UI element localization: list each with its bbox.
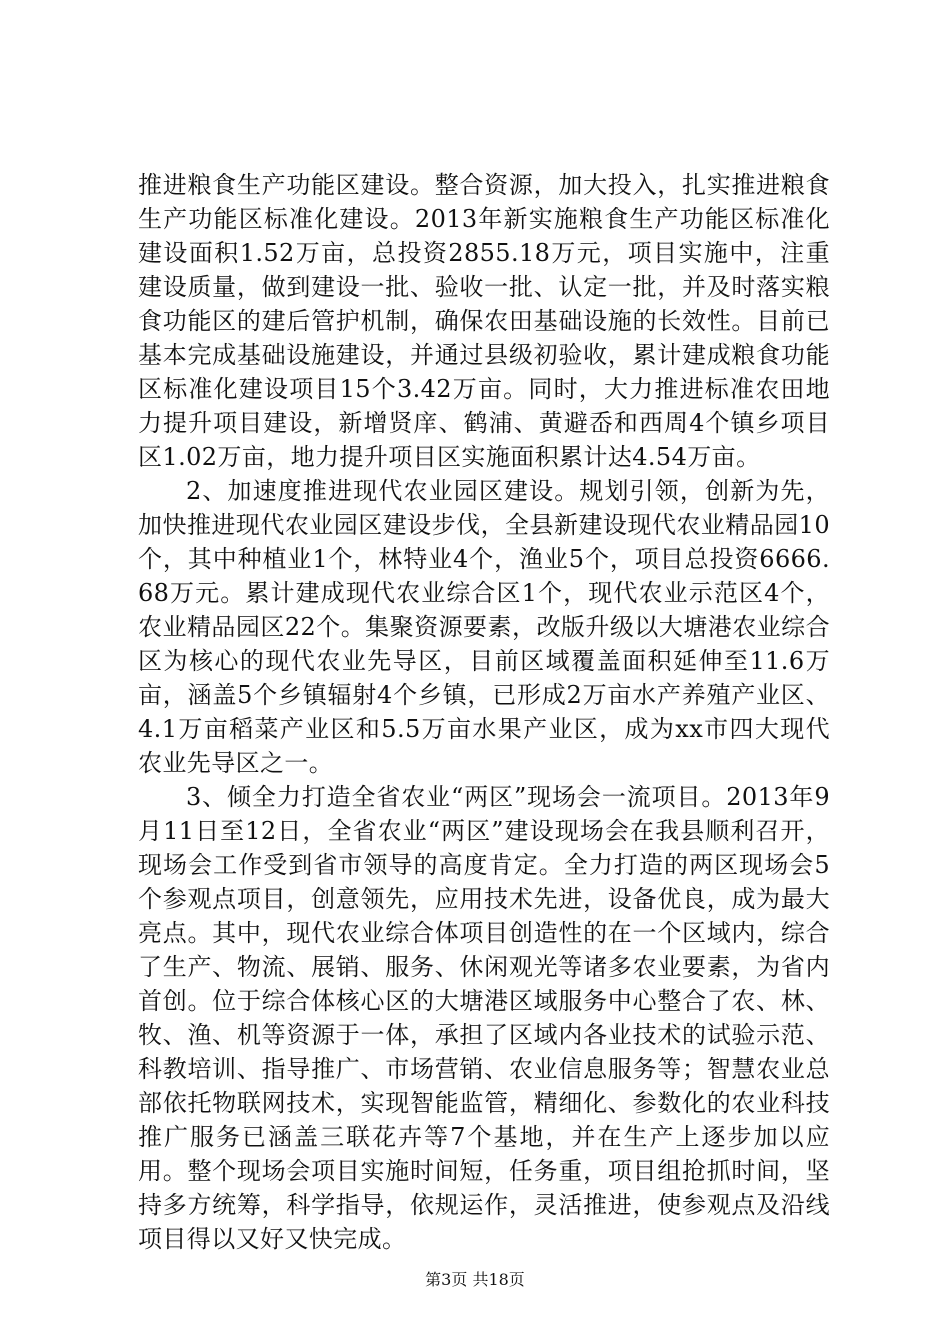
paragraph-agricultural-park: 2、加速度推进现代农业园区建设。规划引领，创新为先，加快推进现代农业园区建设步伐，全县新建设现代农业精品园10个，其中种植业1个，林特业4个，渔业5个，项目总投资6666.68万元。累计建成现代农业综合区1个，现代农业示范区4个，农业精品园区22个。集聚资源要素，改版升级以大塘港农业综合区为核心的现代农业先导区，目前区域覆盖面积延伸至11.6万亩，涵盖5个乡镇辐射4个乡镇，已形成2万亩水产养殖产业区、4.1万亩稻菜产业区和5.5万亩水果产业区，成为xx市四大现代农业先导区之一。 <box>138 477 830 777</box>
paragraph-grain-function-zone: 推进粮食生产功能区建设。整合资源，加大投入，扎实推进粮食生产功能区标准化建设。2013年新实施粮食生产功能区标准化建设面积1.52万亩，总投资2855.18万元，项目实施中，注重建设质量，做到建设一批、验收一批、认定一批，并及时落实粮食功能区的建后管护机制，确保农田基础设施的长效性。目前已基本完成基础设施建设，并通过县级初验收，累计建成粮食功能区标准化建设项目15个3.42万亩。同时，大力推进标准农田地力提升项目建设，新增贤庠、鹤浦、黄避岙和西周4个镇乡项目区1.02万亩，地力提升项目区实施面积累计达4.54万亩。 <box>138 171 830 471</box>
document-body <box>138 168 830 1256</box>
paragraph-provincial-meeting: 3、倾全力打造全省农业“两区”现场会一流项目。2013年9月11日至12日，全省农业“两区”建设现场会在我县顺利召开，现场会工作受到省市领导的高度肯定。全力打造的两区现场会5个参观点项目，创意领先，应用技术先进，设备优良，成为最大亮点。其中，现代农业综合体项目创造性的在一个区域内，综合了生产、物流、展销、服务、休闲观光等诸多农业要素，为省内首创。位于综合体核心区的大塘港区域服务中心整合了农、林、牧、渔、机等资源于一体，承担了区域内各业技术的试验示范、科教培训、指导推广、市场营销、农业信息服务等；智慧农业总部依托物联网技术，实现智能监管，精细化、参数化的农业科技推广服务已涵盖三联花卉等7个基地，并在生产上逐步加以应用。整个现场会项目实施时间短，任务重，项目组抢抓时间，坚持多方统筹，科学指导，依规运作，灵活推进，使参观点及沿线项目得以又好又快完成。 <box>138 783 830 1253</box>
page-footer: 第3页 共18页 <box>425 1270 525 1289</box>
